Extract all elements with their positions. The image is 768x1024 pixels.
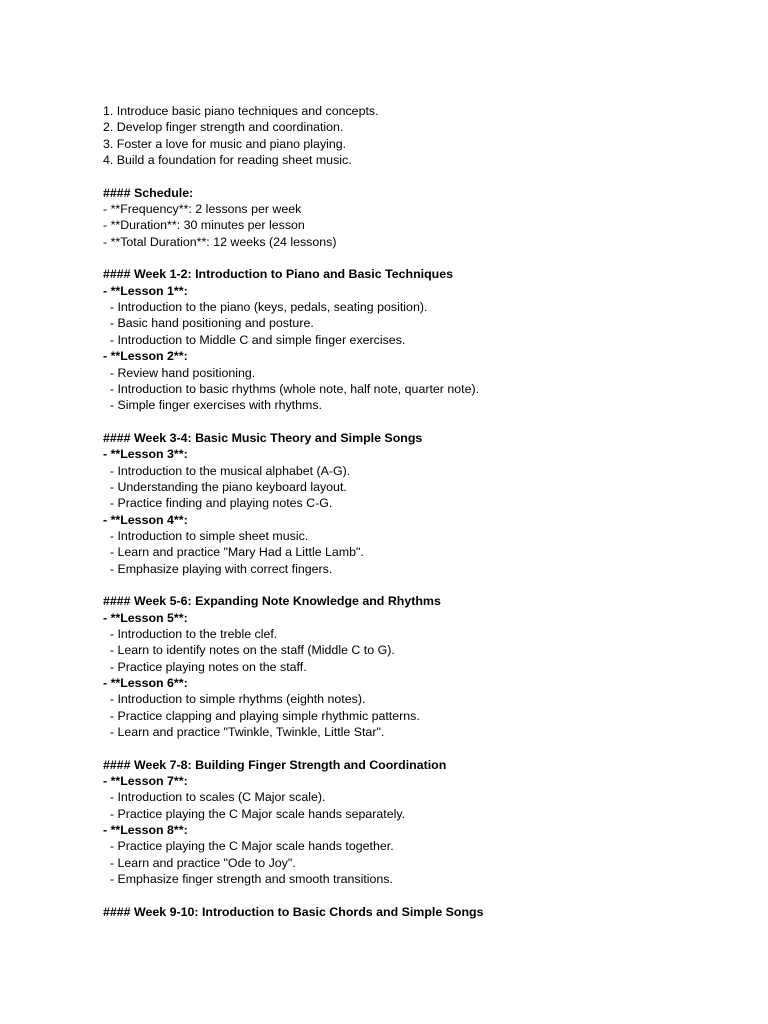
schedule-heading: #### Schedule: xyxy=(103,185,194,200)
lesson-item: - Emphasize finger strength and smooth transitions. xyxy=(103,872,393,887)
week-section xyxy=(103,757,723,888)
week-heading: #### Week 1-2: Introduction to Piano and Basic Techniques xyxy=(103,267,453,282)
lesson-title: - **Lesson 8**: xyxy=(103,823,188,838)
lesson-item: - Practice playing the C Major scale hands together. xyxy=(103,839,394,854)
schedule-item: - **Total Duration**: 12 weeks (24 lessons) xyxy=(103,234,337,249)
spacer xyxy=(103,888,723,904)
lesson-item: - Introduction to Middle C and simple finger exercises. xyxy=(103,332,406,347)
lesson-item: - Introduction to simple sheet music. xyxy=(103,528,309,543)
lesson-title: - **Lesson 7**: xyxy=(103,774,188,789)
lesson-item: - Introduction to basic rhythms (whole note, half note, quarter note). xyxy=(103,381,480,396)
lesson-item: - Introduction to simple rhythms (eighth notes). xyxy=(103,692,366,707)
spacer xyxy=(103,250,723,266)
lesson-title: - **Lesson 3**: xyxy=(103,447,188,462)
lesson-item: - Introduction to the treble clef. xyxy=(103,627,278,641)
lesson-item: - Practice clapping and playing simple rhythmic patterns. xyxy=(103,708,420,723)
schedule-item: - **Frequency**: 2 lessons per week xyxy=(103,202,302,217)
document-page xyxy=(103,103,723,920)
objective-item: 2. Develop finger strength and coordination. xyxy=(103,120,344,135)
spacer xyxy=(103,577,723,593)
week-section xyxy=(103,904,723,920)
spacer xyxy=(103,740,723,756)
lesson-item: - Learn and practice "Ode to Joy". xyxy=(103,855,296,870)
spacer xyxy=(103,414,723,430)
lesson-title: - **Lesson 4**: xyxy=(103,512,188,527)
lesson-item: - Learn to identify notes on the staff (Middle C to G). xyxy=(103,643,395,658)
week-section xyxy=(103,430,723,577)
spacer xyxy=(103,168,723,184)
week-section xyxy=(103,266,723,413)
schedule-section xyxy=(103,185,723,250)
objective-item: 4. Build a foundation for reading sheet music. xyxy=(103,153,352,168)
week-heading: #### Week 7-8: Building Finger Strength and Coordination xyxy=(103,757,447,772)
lesson-item: - Practice playing notes on the staff. xyxy=(103,659,307,674)
lesson-item: - Basic hand positioning and posture. xyxy=(103,316,314,331)
week-heading: #### Week 5-6: Expanding Note Knowledge and Rhythms xyxy=(103,594,441,609)
schedule-item: - **Duration**: 30 minutes per lesson xyxy=(103,218,305,233)
lesson-item: - Understanding the piano keyboard layout. xyxy=(103,479,347,494)
lesson-item: - Practice finding and playing notes C-G. xyxy=(103,496,333,511)
lesson-title: - **Lesson 5**: xyxy=(103,610,188,625)
lesson-item: - Introduction to the musical alphabet (A-G). xyxy=(103,463,351,478)
objective-item: 3. Foster a love for music and piano playing. xyxy=(103,136,347,151)
lesson-item: - Simple finger exercises with rhythms. xyxy=(103,398,322,413)
lesson-item: - Learn and practice "Twinkle, Twinkle, Little Star". xyxy=(103,725,385,740)
lesson-title: - **Lesson 6**: xyxy=(103,676,188,691)
objectives-list xyxy=(103,103,723,168)
lesson-item: - Introduction to the piano (keys, pedals, seating position). xyxy=(103,300,428,315)
week-section xyxy=(103,593,723,740)
lesson-item: - Introduction to scales (C Major scale). xyxy=(103,790,326,805)
lesson-item: - Review hand positioning. xyxy=(103,365,256,380)
objective-item: 1. Introduce basic piano techniques and concepts. xyxy=(103,104,379,118)
lesson-title: - **Lesson 2**: xyxy=(103,349,188,364)
week-heading: #### Week 3-4: Basic Music Theory and Simple Songs xyxy=(103,430,423,445)
lesson-title: - **Lesson 1**: xyxy=(103,283,188,298)
lesson-item: - Emphasize playing with correct fingers. xyxy=(103,561,333,576)
lesson-item: - Practice playing the C Major scale hands separately. xyxy=(103,806,406,821)
week-heading: #### Week 9-10: Introduction to Basic Chords and Simple Songs xyxy=(103,904,484,919)
lesson-item: - Learn and practice "Mary Had a Little Lamb". xyxy=(103,545,364,560)
